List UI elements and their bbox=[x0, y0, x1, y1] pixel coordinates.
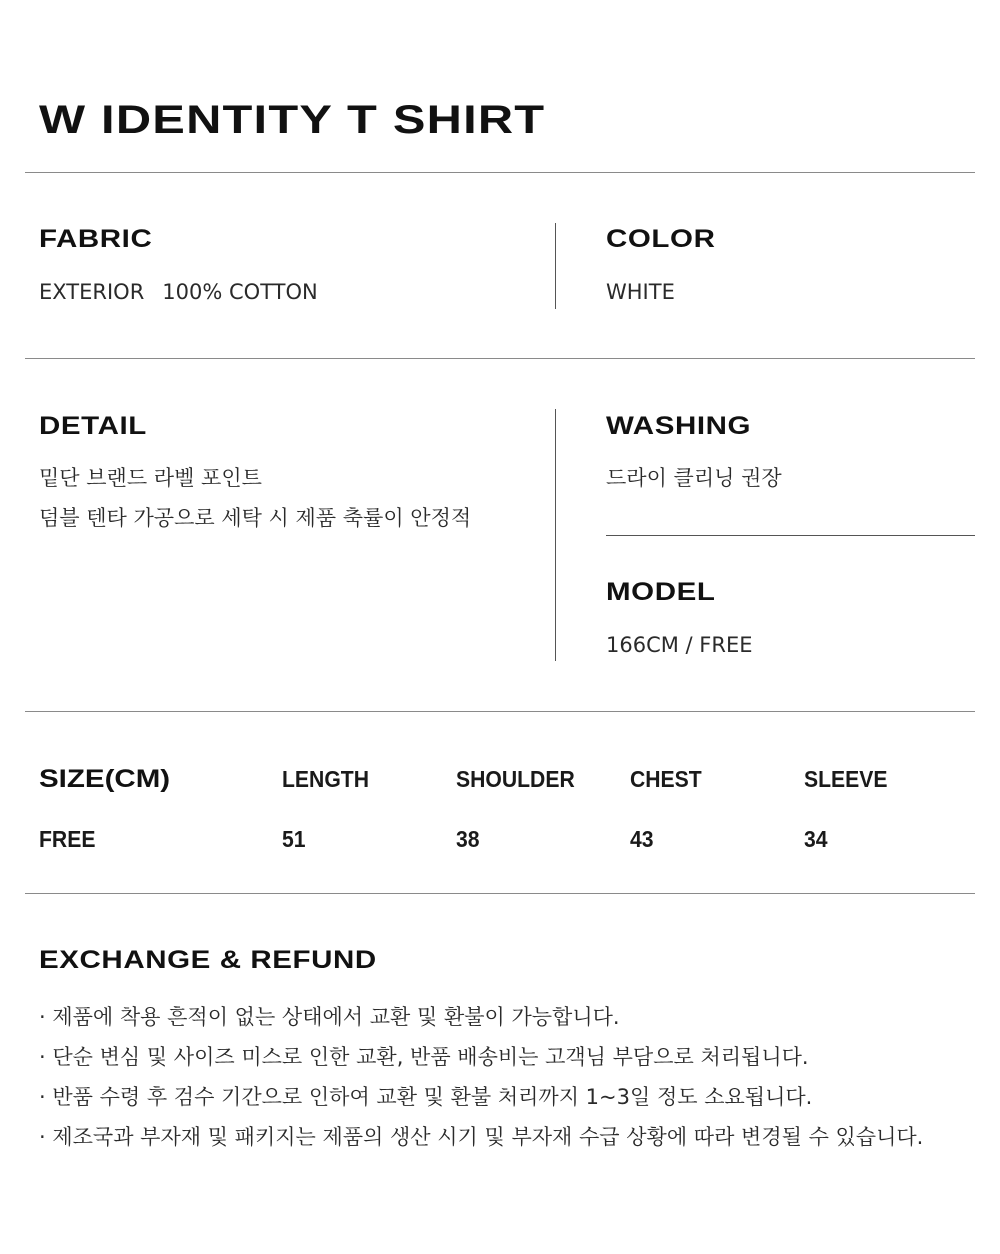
fabric-label: FABRIC bbox=[39, 225, 153, 253]
size-header-sleeve: SLEEVE bbox=[804, 766, 888, 792]
divider bbox=[25, 711, 975, 712]
exchange-notice-item: · 제품에 착용 흔적이 없는 상태에서 교환 및 환불이 가능합니다. bbox=[39, 1005, 620, 1029]
divider bbox=[25, 172, 975, 173]
color-value: WHITE bbox=[606, 280, 675, 304]
detail-line: 밑단 브랜드 라벨 포인트 bbox=[39, 466, 262, 490]
vertical-divider bbox=[555, 409, 556, 661]
divider bbox=[25, 358, 975, 359]
detail-line: 덤블 텐타 가공으로 세탁 시 제품 축률이 안정적 bbox=[39, 506, 472, 530]
size-value-chest: 43 bbox=[630, 826, 654, 852]
vertical-divider bbox=[555, 223, 556, 309]
size-table-label: SIZE(CM) bbox=[39, 765, 171, 793]
size-value-sleeve: 34 bbox=[804, 826, 828, 852]
divider bbox=[25, 893, 975, 894]
size-header-length: LENGTH bbox=[282, 766, 369, 792]
fabric-value bbox=[39, 272, 318, 312]
size-row-name: FREE bbox=[39, 826, 96, 852]
exchange-notice-item: · 반품 수령 후 검수 기간으로 인하여 교환 및 환불 처리까지 1~3일 정도 소요됩니다. bbox=[39, 1085, 813, 1109]
washing-label: WASHING bbox=[606, 412, 752, 440]
model-value: 166CM / FREE bbox=[606, 633, 753, 657]
size-header-chest: CHEST bbox=[630, 766, 702, 792]
size-header-shoulder: SHOULDER bbox=[456, 766, 575, 792]
model-label: MODEL bbox=[606, 578, 716, 606]
product-title: W IDENTITY T SHIRT bbox=[39, 98, 546, 142]
color-label: COLOR bbox=[606, 225, 716, 253]
size-value-length: 51 bbox=[282, 826, 306, 852]
fabric-part: EXTERIOR bbox=[39, 280, 145, 304]
washing-value: 드라이 클리닝 권장 bbox=[606, 466, 782, 490]
fabric-material: 100% COTTON bbox=[162, 280, 318, 304]
exchange-notice-list bbox=[39, 997, 923, 1157]
exchange-notice-item: · 제조국과 부자재 및 패키지는 제품의 생산 시기 및 부자재 수급 상황에 따라 변경될 수 있습니다. bbox=[39, 1125, 924, 1149]
detail-label: DETAIL bbox=[39, 412, 147, 440]
divider bbox=[606, 535, 975, 536]
exchange-notice-item: · 단순 변심 및 사이즈 미스로 인한 교환, 반품 배송비는 고객님 부담으로 처리됩니다. bbox=[39, 1045, 809, 1069]
exchange-label: EXCHANGE & REFUND bbox=[39, 946, 377, 974]
size-value-shoulder: 38 bbox=[456, 826, 480, 852]
